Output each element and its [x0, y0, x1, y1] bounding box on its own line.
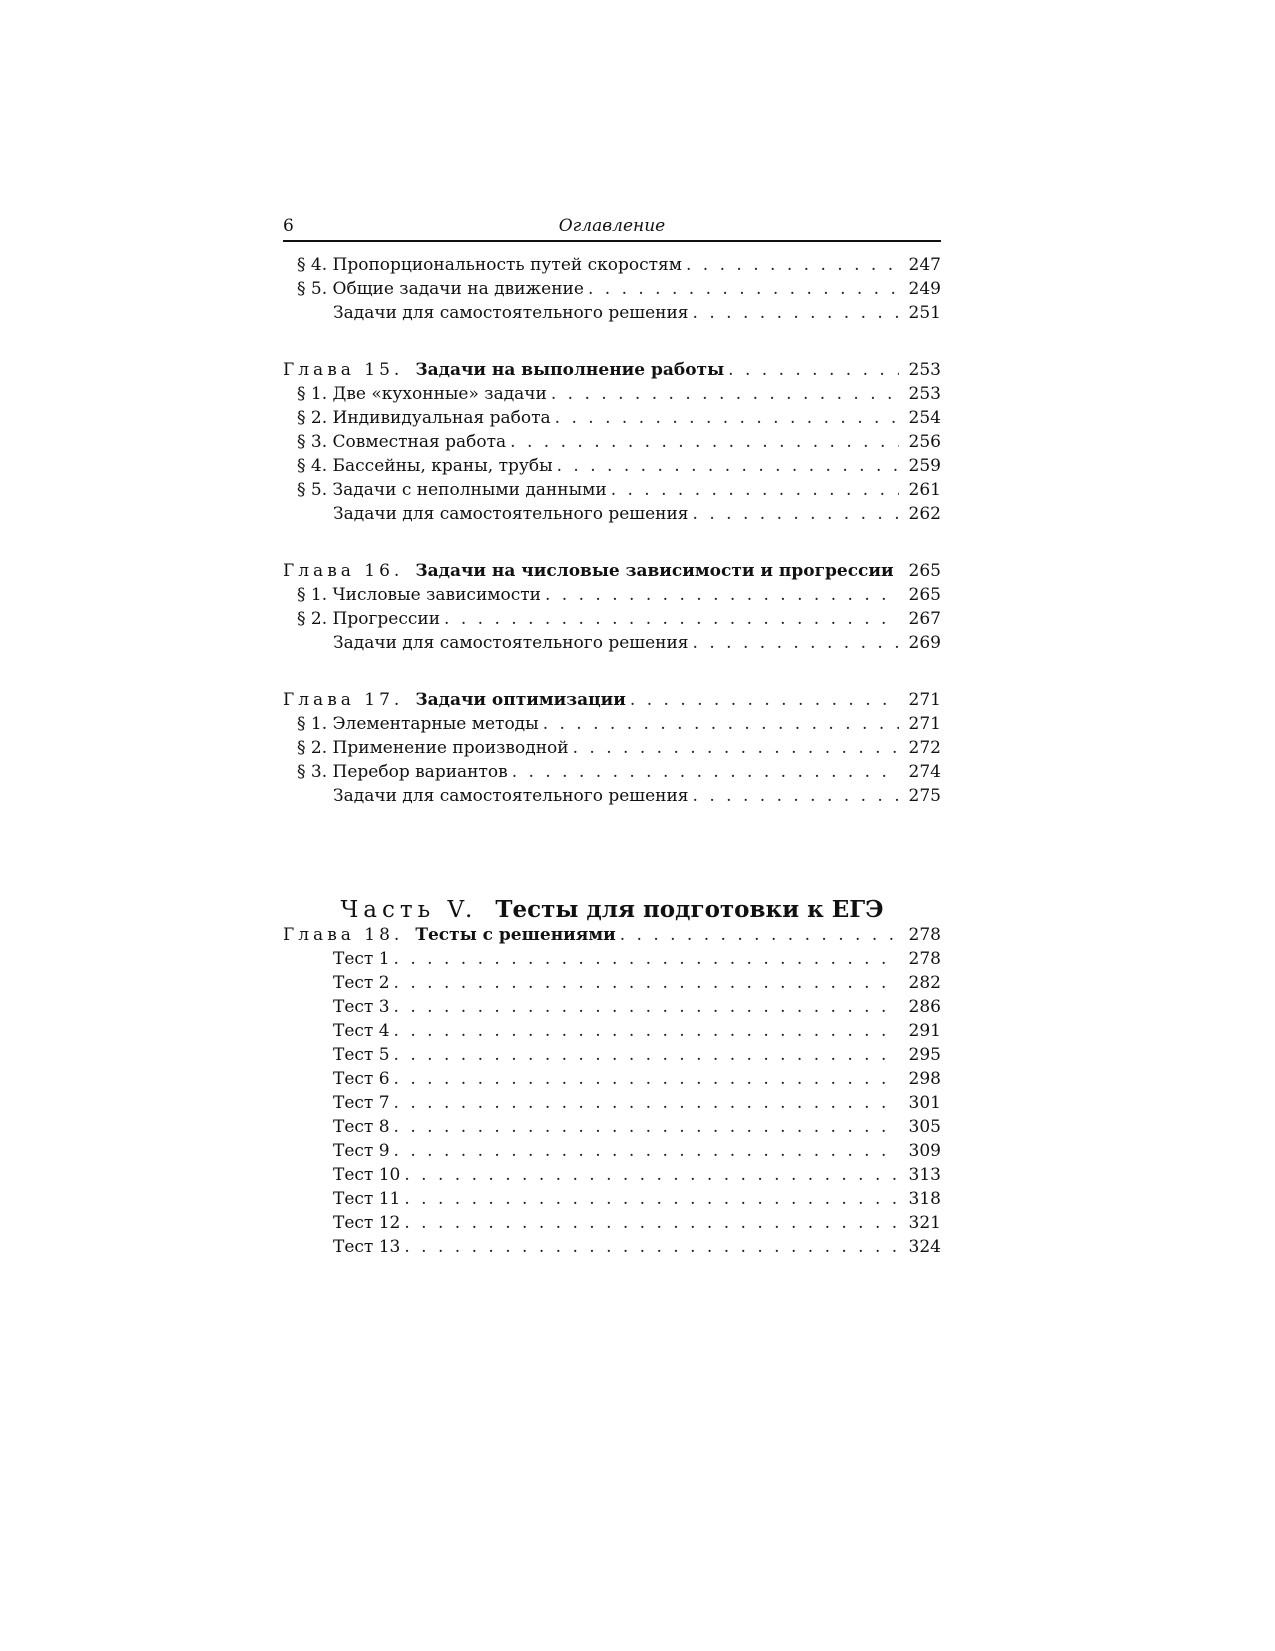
toc-entry-label: Тест 4 — [333, 1021, 390, 1041]
chapter-title: Задачи на числовые зависимости и прогрессии — [415, 561, 894, 581]
chapter-title: Задачи на выполнение работы — [415, 360, 725, 380]
dot-leader — [394, 1115, 899, 1139]
dot-leader — [394, 1139, 899, 1163]
toc-section-entry — [283, 607, 941, 631]
toc-entry-label: Тест 6 — [333, 1069, 390, 1089]
dot-leader — [394, 971, 899, 995]
toc-page-number: 269 — [908, 633, 941, 653]
toc-subentry — [283, 947, 941, 971]
dot-leader — [394, 947, 899, 971]
dot-leader — [404, 1163, 899, 1187]
toc-entry-label — [283, 923, 616, 947]
toc-page-number: 265 — [908, 585, 941, 605]
toc-entry-label: Задачи для самостоятельного решения — [333, 504, 689, 524]
toc-page-number: 253 — [908, 384, 941, 404]
toc-subentry — [283, 1115, 941, 1139]
running-head — [283, 216, 941, 242]
dot-leader — [394, 1067, 899, 1091]
dot-leader — [557, 454, 899, 478]
dot-leader — [404, 1235, 899, 1259]
toc-page-number: 272 — [908, 738, 941, 758]
toc-page-number: 305 — [908, 1117, 941, 1137]
toc-entry-label: § 4. Пропорциональность путей скоростям — [297, 255, 682, 275]
toc-page-number: 261 — [908, 480, 941, 500]
toc-page-number: 247 — [908, 255, 941, 275]
toc-entry-label: § 3. Совместная работа — [297, 432, 507, 452]
chapter-number: Глава 18. — [283, 925, 404, 945]
toc-subentry — [283, 502, 941, 526]
toc-entry-label: Тест 2 — [333, 973, 390, 993]
toc-section-entry — [283, 478, 941, 502]
toc-page-number: 301 — [908, 1093, 941, 1113]
toc-chapter-entry — [283, 688, 941, 712]
toc-page-number: 291 — [908, 1021, 941, 1041]
chapter-number: Глава 15. — [283, 360, 404, 380]
dot-leader — [394, 1019, 899, 1043]
toc-entry-label: Тест 13 — [333, 1237, 401, 1257]
dot-leader — [728, 358, 899, 382]
dot-leader — [693, 784, 899, 808]
toc-page-number: 275 — [908, 786, 941, 806]
chapter-title: Тесты с решениями — [415, 925, 616, 945]
toc-page-number: 313 — [908, 1165, 941, 1185]
toc-entry-label: § 2. Применение производной — [297, 738, 569, 758]
toc-section-entry — [283, 382, 941, 406]
toc-entry-label: § 5. Задачи с неполными данными — [297, 480, 607, 500]
toc-subentry — [283, 971, 941, 995]
toc-page-number: 295 — [908, 1045, 941, 1065]
part-heading — [283, 896, 941, 923]
toc-entry-label: § 4. Бассейны, краны, трубы — [297, 456, 553, 476]
dot-leader — [693, 301, 899, 325]
toc-chapter-entry — [283, 923, 941, 947]
toc-section-entry — [283, 712, 941, 736]
toc-section-entry — [283, 760, 941, 784]
toc-subentry — [283, 1211, 941, 1235]
toc-subentry — [283, 1139, 941, 1163]
toc-chapter-entry — [283, 559, 941, 583]
toc-entry-label — [283, 358, 724, 382]
toc-subentry — [283, 1043, 941, 1067]
dot-leader — [510, 430, 899, 454]
toc-section-entry — [283, 406, 941, 430]
toc-entry-label: Тест 7 — [333, 1093, 390, 1113]
dot-leader — [394, 1043, 899, 1067]
toc-page-number: 274 — [908, 762, 941, 782]
toc-page-number: 309 — [908, 1141, 941, 1161]
toc-page-number: 265 — [908, 561, 941, 581]
dot-leader — [404, 1187, 899, 1211]
dot-leader — [611, 478, 899, 502]
toc-entry-label: Задачи для самостоятельного решения — [333, 303, 689, 323]
toc-subentry — [283, 784, 941, 808]
toc-subentry — [283, 995, 941, 1019]
toc-entry-label: § 1. Элементарные методы — [297, 714, 539, 734]
toc-subentry — [283, 1187, 941, 1211]
dot-leader — [444, 607, 899, 631]
toc-entry-label: Тест 5 — [333, 1045, 390, 1065]
dot-leader — [512, 760, 899, 784]
dot-leader — [898, 559, 899, 583]
chapter-number: Глава 17. — [283, 690, 404, 710]
toc-subentry — [283, 1091, 941, 1115]
toc-entry-label — [283, 559, 894, 583]
toc-page-number: 321 — [908, 1213, 941, 1233]
toc-page-number: 253 — [908, 360, 941, 380]
toc-entry-label: Тест 12 — [333, 1213, 401, 1233]
toc-page-number: 271 — [908, 714, 941, 734]
dot-leader — [620, 923, 899, 947]
toc-page-number: 278 — [908, 925, 941, 945]
toc-section-entry — [283, 430, 941, 454]
toc-page-number: 271 — [908, 690, 941, 710]
chapter-number: Глава 16. — [283, 561, 404, 581]
part-number: Часть V. — [340, 897, 478, 923]
toc-section-entry — [283, 583, 941, 607]
toc-chapter-entry — [283, 358, 941, 382]
toc-page-number: 254 — [908, 408, 941, 428]
toc-entry-label: § 5. Общие задачи на движение — [297, 279, 584, 299]
toc-subentry — [283, 301, 941, 325]
toc-entry-label: § 1. Числовые зависимости — [297, 585, 541, 605]
toc-section-entry — [283, 736, 941, 760]
toc-page-number: 324 — [908, 1237, 941, 1257]
toc-entry-label — [283, 688, 626, 712]
toc-subentry — [283, 631, 941, 655]
toc-page-number: 298 — [908, 1069, 941, 1089]
toc-section-entry — [283, 253, 941, 277]
dot-leader — [394, 1091, 899, 1115]
toc-entry-label: Тест 11 — [333, 1189, 401, 1209]
dot-leader — [573, 736, 899, 760]
toc-section-entry — [283, 454, 941, 478]
toc-entry-label: Тест 8 — [333, 1117, 390, 1137]
toc-page-number: 278 — [908, 949, 941, 969]
toc-page-number: 318 — [908, 1189, 941, 1209]
dot-leader — [551, 382, 899, 406]
dot-leader — [686, 253, 899, 277]
dot-leader — [555, 406, 899, 430]
toc-entry-label: Тест 10 — [333, 1165, 401, 1185]
toc-entry-label: Тест 9 — [333, 1141, 390, 1161]
toc-subentry — [283, 1235, 941, 1259]
toc-entry-label: § 2. Индивидуальная работа — [297, 408, 551, 428]
dot-leader — [588, 277, 899, 301]
running-head-title: Оглавление — [558, 216, 666, 236]
dot-leader — [693, 502, 899, 526]
toc-section-entry — [283, 277, 941, 301]
toc-page-number: 251 — [908, 303, 941, 323]
toc-entry-label: § 3. Перебор вариантов — [297, 762, 508, 782]
dot-leader — [404, 1211, 899, 1235]
toc-entry-label: § 1. Две «кухонные» задачи — [297, 384, 547, 404]
dot-leader — [630, 688, 899, 712]
toc-page-number: 267 — [908, 609, 941, 629]
toc-entry-label: Тест 3 — [333, 997, 390, 1017]
dot-leader — [545, 583, 899, 607]
toc-entry-label: § 2. Прогрессии — [297, 609, 441, 629]
toc-entry-label: Задачи для самостоятельного решения — [333, 633, 689, 653]
toc-page-number: 262 — [908, 504, 941, 524]
part-title: Тесты для подготовки к ЕГЭ — [495, 896, 884, 923]
toc-entry-label: Задачи для самостоятельного решения — [333, 786, 689, 806]
toc-subentry — [283, 1019, 941, 1043]
toc-subentry — [283, 1163, 941, 1187]
toc-entry-label: Тест 1 — [333, 949, 390, 969]
toc-subentry — [283, 1067, 941, 1091]
dot-leader — [394, 995, 899, 1019]
page-number: 6 — [283, 216, 294, 236]
dot-leader — [693, 631, 899, 655]
chapter-title: Задачи оптимизации — [415, 690, 626, 710]
dot-leader — [543, 712, 899, 736]
toc-page-number: 282 — [908, 973, 941, 993]
toc-page-number: 256 — [908, 432, 941, 452]
toc-page-number: 249 — [908, 279, 941, 299]
toc-page-number: 259 — [908, 456, 941, 476]
toc-page-number: 286 — [908, 997, 941, 1017]
